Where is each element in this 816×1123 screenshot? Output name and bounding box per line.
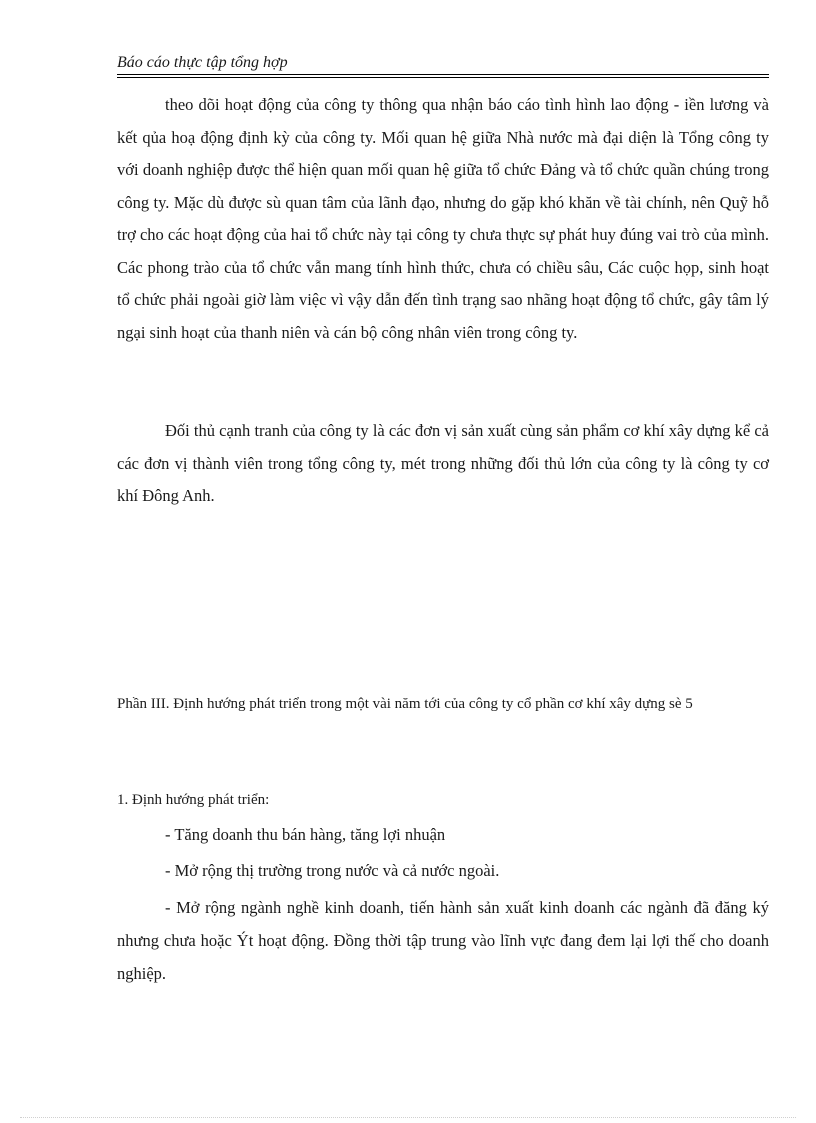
subsection-heading: 1. Định hướng phát triển: — [117, 792, 270, 808]
header-rule — [117, 74, 769, 78]
body-paragraph-2: Đối thủ cạnh tranh của công ty là các đơn vị sản xuất cùng sản phẩm cơ khí xây dựng kể cả các đơn vị thành viên trong tổng công ty, mét trong những đối thủ lớn của công ty là công ty cơ khí Đông Anh. — [117, 421, 769, 505]
body-paragraph-1: theo dõi hoạt động của công ty thông qua nhận báo cáo tình hình lao động - iền lương và kết qủa hoạ động định kỳ của công ty. Mối quan hệ giữa Nhà nước mà đại diện là Tổng công ty với doanh nghiệp được thể hiện quan mối quan hệ giữa tổ chức Đảng và tổ chức quần chúng trong công ty. Mặc dù được sù quan tâm của lãnh đạo, nhưng do gặp khó khăn về tài chính, nên Quỹ hỗ trợ cho các hoạt động của hai tổ chức này tại công ty chưa thực sự phát huy đúng vai trò của mình. Các phong trào của tổ chức vẫn mang tính hình thức, chưa có chiều sâu, Các cuộc họp, sinh hoạt tổ chức phải ngoài giờ làm việc vì vậy dẫn đến tình trạng sao nhãng hoạt động tổ chức, gây tâm lý ngại sinh hoạt của thanh niên và cán bộ công nhân viên trong công ty. — [117, 95, 769, 342]
header-title: Báo cáo thực tập tổng hợp — [117, 54, 288, 71]
list-item: - Tăng doanh thu bán hàng, tăng lợi nhuận — [165, 825, 446, 844]
section-heading: Phần III. Định hướng phát triển trong một vài năm tới của công ty cổ phần cơ khí xây dựng sè 5 — [117, 696, 693, 712]
page-header — [117, 52, 769, 74]
page-bottom-border — [20, 1117, 796, 1118]
list-item: - Mở rộng thị trường trong nước và cả nước ngoài. — [165, 861, 500, 880]
list-item: - Mở rộng ngành nghề kinh doanh, tiến hành sản xuất kinh doanh các ngành đã đăng ký nhưng chưa hoặc Ýt hoạt động. Đồng thời tập trung vào lĩnh vực đang đem lại lợi thế cho doanh nghiệp. — [117, 898, 769, 983]
